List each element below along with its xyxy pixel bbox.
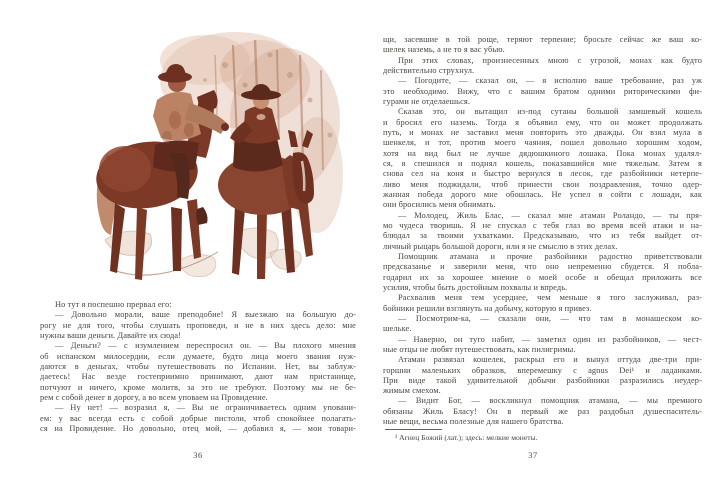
text-line: даетесь! Нас везде гостеприимно принимают, дают нам пристанище,	[40, 372, 356, 382]
text-line: ные вещи, весьма полезные для нашего братства.	[383, 417, 564, 427]
text-line: шелек наземь, а не то я вас убью.	[383, 45, 505, 55]
text-line: потчуют и ничего, кроме молитв, за это не требуют. Поэтому мы не бе-	[40, 382, 356, 392]
text-line: снова сел на коня и быстро вернулся в лесок, где разбойники нетерпе-	[383, 169, 702, 179]
text-line: — Молодец, Жиль Блас, — сказал мне атаман Роландо, — ты пря-	[398, 210, 702, 220]
text-line: нужны ваши деньги. Давайте их сюда!	[40, 330, 182, 340]
right-page-text	[383, 35, 702, 427]
text-line: жимым смехом.	[383, 386, 441, 396]
text-line: блюдал за твоими ухватками. Предсказываю, что из тебя выйдет от-	[383, 231, 702, 241]
text-line: бойники решили взглянуть на добычу, которую я привез.	[383, 303, 592, 313]
text-line: горшни маленьких образков, вперемешку с agnus Dei¹ и ладанками.	[383, 365, 702, 375]
text-line: — Наверно, он туго набит, — заметил один из разбойников, — чест-	[398, 334, 702, 344]
text-line: — Довольно морали, ваше преподобие! Я выезжаю на большую до-	[55, 310, 356, 320]
text-line: годарил их за хорошее мнение о моей особе и обещал приложить все	[383, 272, 702, 282]
text-line: — Погодите, — сказал он, — я исполню ваше требование, раз уж	[398, 76, 702, 86]
page-number-left: 36	[193, 451, 203, 460]
text-line: действительно струхнул.	[383, 65, 475, 75]
footnote: ¹ Агнец Божий (лат.); здесь: мелкие монеты.	[395, 433, 538, 442]
text-line: путь, и монах не заставил меня повторить это дважды. Он взял мула в	[383, 127, 702, 137]
text-line: щи, засевшие в той роще, теряют терпение; бросьте сейчас же ваш ко-	[383, 35, 702, 44]
left-page-text	[40, 300, 356, 434]
ground-rocks	[105, 228, 301, 277]
text-line: об испанском милосердии, если думаете, будто лица моего звания нуж-	[40, 351, 356, 361]
text-line: Но тут я поспешно прервал его:	[55, 300, 172, 309]
stirrup	[196, 207, 207, 225]
text-line: Атаман развязал кошелек, раскрыл его и вынул оттуда две-три при-	[398, 355, 702, 365]
text-line: — Посмотрим-ка, — сказали они, — что там в монашеском ко-	[398, 313, 702, 323]
text-line: Сказав это, он вытащил из-под сутаны большой замшевый кошель	[398, 107, 702, 117]
text-line: Помощник атамана и прочие разбойники радостно приветствовали	[398, 251, 702, 261]
text-line: шельке.	[383, 324, 412, 334]
text-line: даются в деньгах, чтобы путешествовать по Испании. Нет, вы заблуж-	[40, 361, 356, 371]
text-line: усилия, чтобы быть достойным похвалы и впредь.	[383, 282, 568, 292]
text-line: При этих словах, произнесенных мною с угрозой, монах как будто	[398, 55, 702, 65]
text-line: жанная победа дорого мне обошлась. Не успел я сойти с лошади, как	[383, 189, 702, 199]
text-line: хотя на вид был не лучше дядюшкиного лошака. Пока монах удалял-	[383, 148, 702, 158]
text-line: ся, я спешился и поднял кошель, показавшийся мне тяжелым. Затем я	[383, 158, 702, 168]
text-line: и бросил его наземь. Тогда я объявил ему, что он может продолжать	[383, 117, 702, 127]
text-line: личный рыцарь большой дороги, или я не смыслю в этих делах.	[383, 241, 618, 251]
text-line: ливо меня поджидали, чтоб принести свои поздравления, точно одер-	[383, 179, 702, 189]
text-line: мо чудеса творишь. Я не спускал с тебя глаз во время всей атаки и на-	[383, 220, 702, 230]
text-line: гурами не отделаешься.	[383, 96, 471, 106]
text-line: ся на Провидение. Но довольно, отец мой, — добавил я, — мои товари-	[40, 423, 356, 433]
text-line: предсказанье и заверили меня, что оно непременно сбудется. Я побла-	[383, 262, 702, 272]
text-line: ем: у вас всегда есть с собой добрые пистоли, чтоб спокойнее полагать-	[40, 413, 356, 423]
text-line: рем с собой денег в дорогу, а во всем уповаем на Провидение.	[40, 392, 268, 402]
text-line: они бросились меня обнимать.	[383, 200, 496, 210]
text-line: это необходимо. Вижу, что с вашим братом одними риторическими фи-	[383, 86, 702, 96]
two-riders-engraving-icon	[85, 25, 350, 295]
text-line: обязаны Жиль Бласу! Он в первый же раз раздобыл душеспаситель-	[383, 406, 702, 416]
text-line: — Ну нет! — возразил я, — Вы не ограничиваетесь одним уповани-	[55, 403, 356, 413]
text-line: шенкеля, и тот, против моего чаяния, пошел довольно хорошим ходом,	[383, 138, 702, 148]
text-line: При виде такой удивительной добычи разбойники разразились неудер-	[383, 375, 702, 385]
text-line: ные отцы не любят путешествовать, как пилигримы.	[383, 344, 576, 354]
text-line: — Деньги? — с изумлением переспросил он. — Вы плохого мнения	[55, 341, 356, 351]
text-line: рогу не для того, чтобы слушать проповеди, и не в них здесь дело: мне	[40, 320, 356, 330]
footnote-rule	[385, 429, 442, 430]
riders-illustration	[85, 25, 350, 295]
text-line: — Видит Бог, — воскликнул помощник атамана, — мы премного	[398, 396, 702, 406]
text-line: Расхвалив меня тем усерднее, чем меньше я того заслуживал, раз-	[398, 293, 702, 303]
page-number-right: 37	[528, 451, 538, 460]
